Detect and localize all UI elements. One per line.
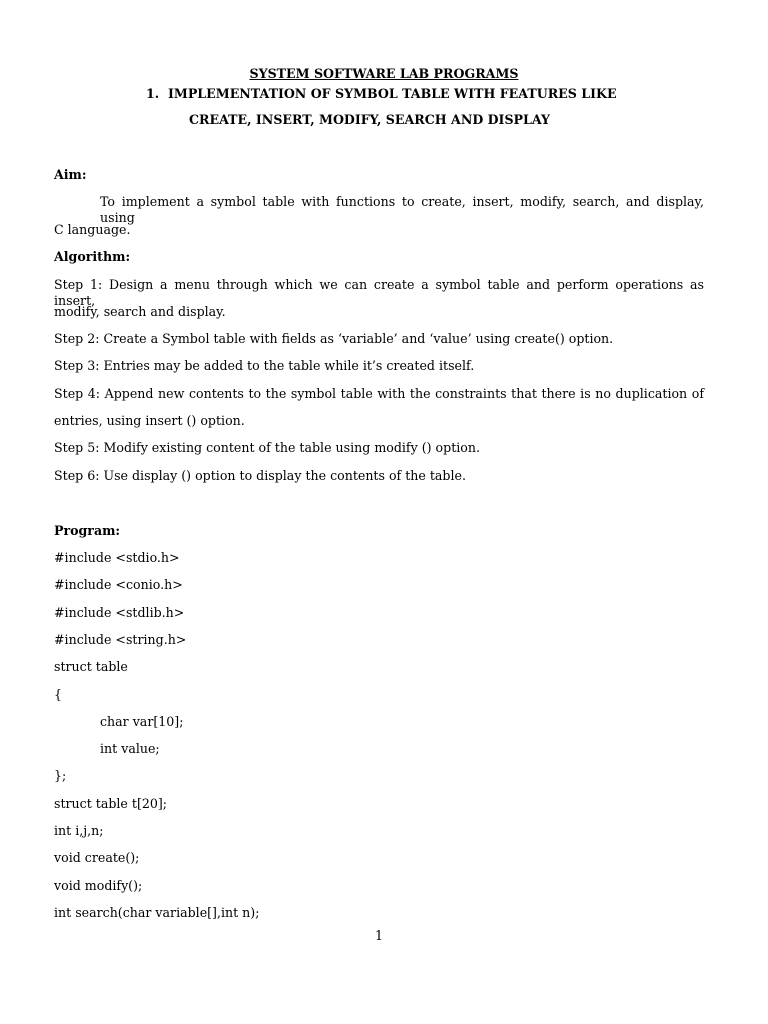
algorithm-step-line: Step 2: Create a Symbol table with fields as ‘variable’ and ‘value’ using create() option. [54,331,614,346]
code-line: #include <conio.h> [54,577,183,592]
code-line: #include <stdlib.h> [54,605,185,620]
code-line: struct table [54,659,128,674]
code-line: void modify(); [54,878,143,893]
code-line: struct table t[20]; [54,796,168,811]
code-line: void create(); [54,850,140,865]
code-line: int search(char variable[],int n); [54,905,260,920]
code-line: #include <stdio.h> [54,550,180,565]
algorithm-step-line: Step 3: Entries may be added to the table while it’s created itself. [54,358,475,373]
algorithm-step-line: entries, using insert () option. [54,413,245,428]
code-line: }; [54,768,67,783]
program-label: Program: [54,523,121,538]
code-line: #include <string.h> [54,632,187,647]
algorithm-step-line: Step 4: Append new contents to the symbol table with the constraints that there is no duplication of [54,386,704,401]
algorithm-step-line: Step 6: Use display () option to display the contents of the table. [54,468,466,483]
heading-line-2: CREATE, INSERT, MODIFY, SEARCH AND DISPLAY [189,112,550,127]
algorithm-step-line: modify, search and display. [54,304,226,319]
code-line: int i,j,n; [54,823,104,838]
document-title: SYSTEM SOFTWARE LAB PROGRAMS [249,66,519,81]
aim-text-line-2: C language. [54,222,131,237]
heading-line-1: IMPLEMENTATION OF SYMBOL TABLE WITH FEATURES LIKE [168,86,617,101]
algorithm-step-line: Step 5: Modify existing content of the table using modify () option. [54,440,480,455]
aim-label: Aim: [54,167,87,182]
algorithm-label: Algorithm: [54,249,131,264]
code-line: char var[10]; [100,714,184,729]
code-line: { [54,687,63,702]
aim-text-line-1: To implement a symbol table with functions to create, insert, modify, search, and display, using [100,194,704,225]
page-number: 1 [375,928,384,943]
algorithm-step-line: Step 1: Design a menu through which we can create a symbol table and perform operations as insert, [54,277,704,308]
heading-number: 1. [146,86,160,101]
code-line: int value; [100,741,160,756]
